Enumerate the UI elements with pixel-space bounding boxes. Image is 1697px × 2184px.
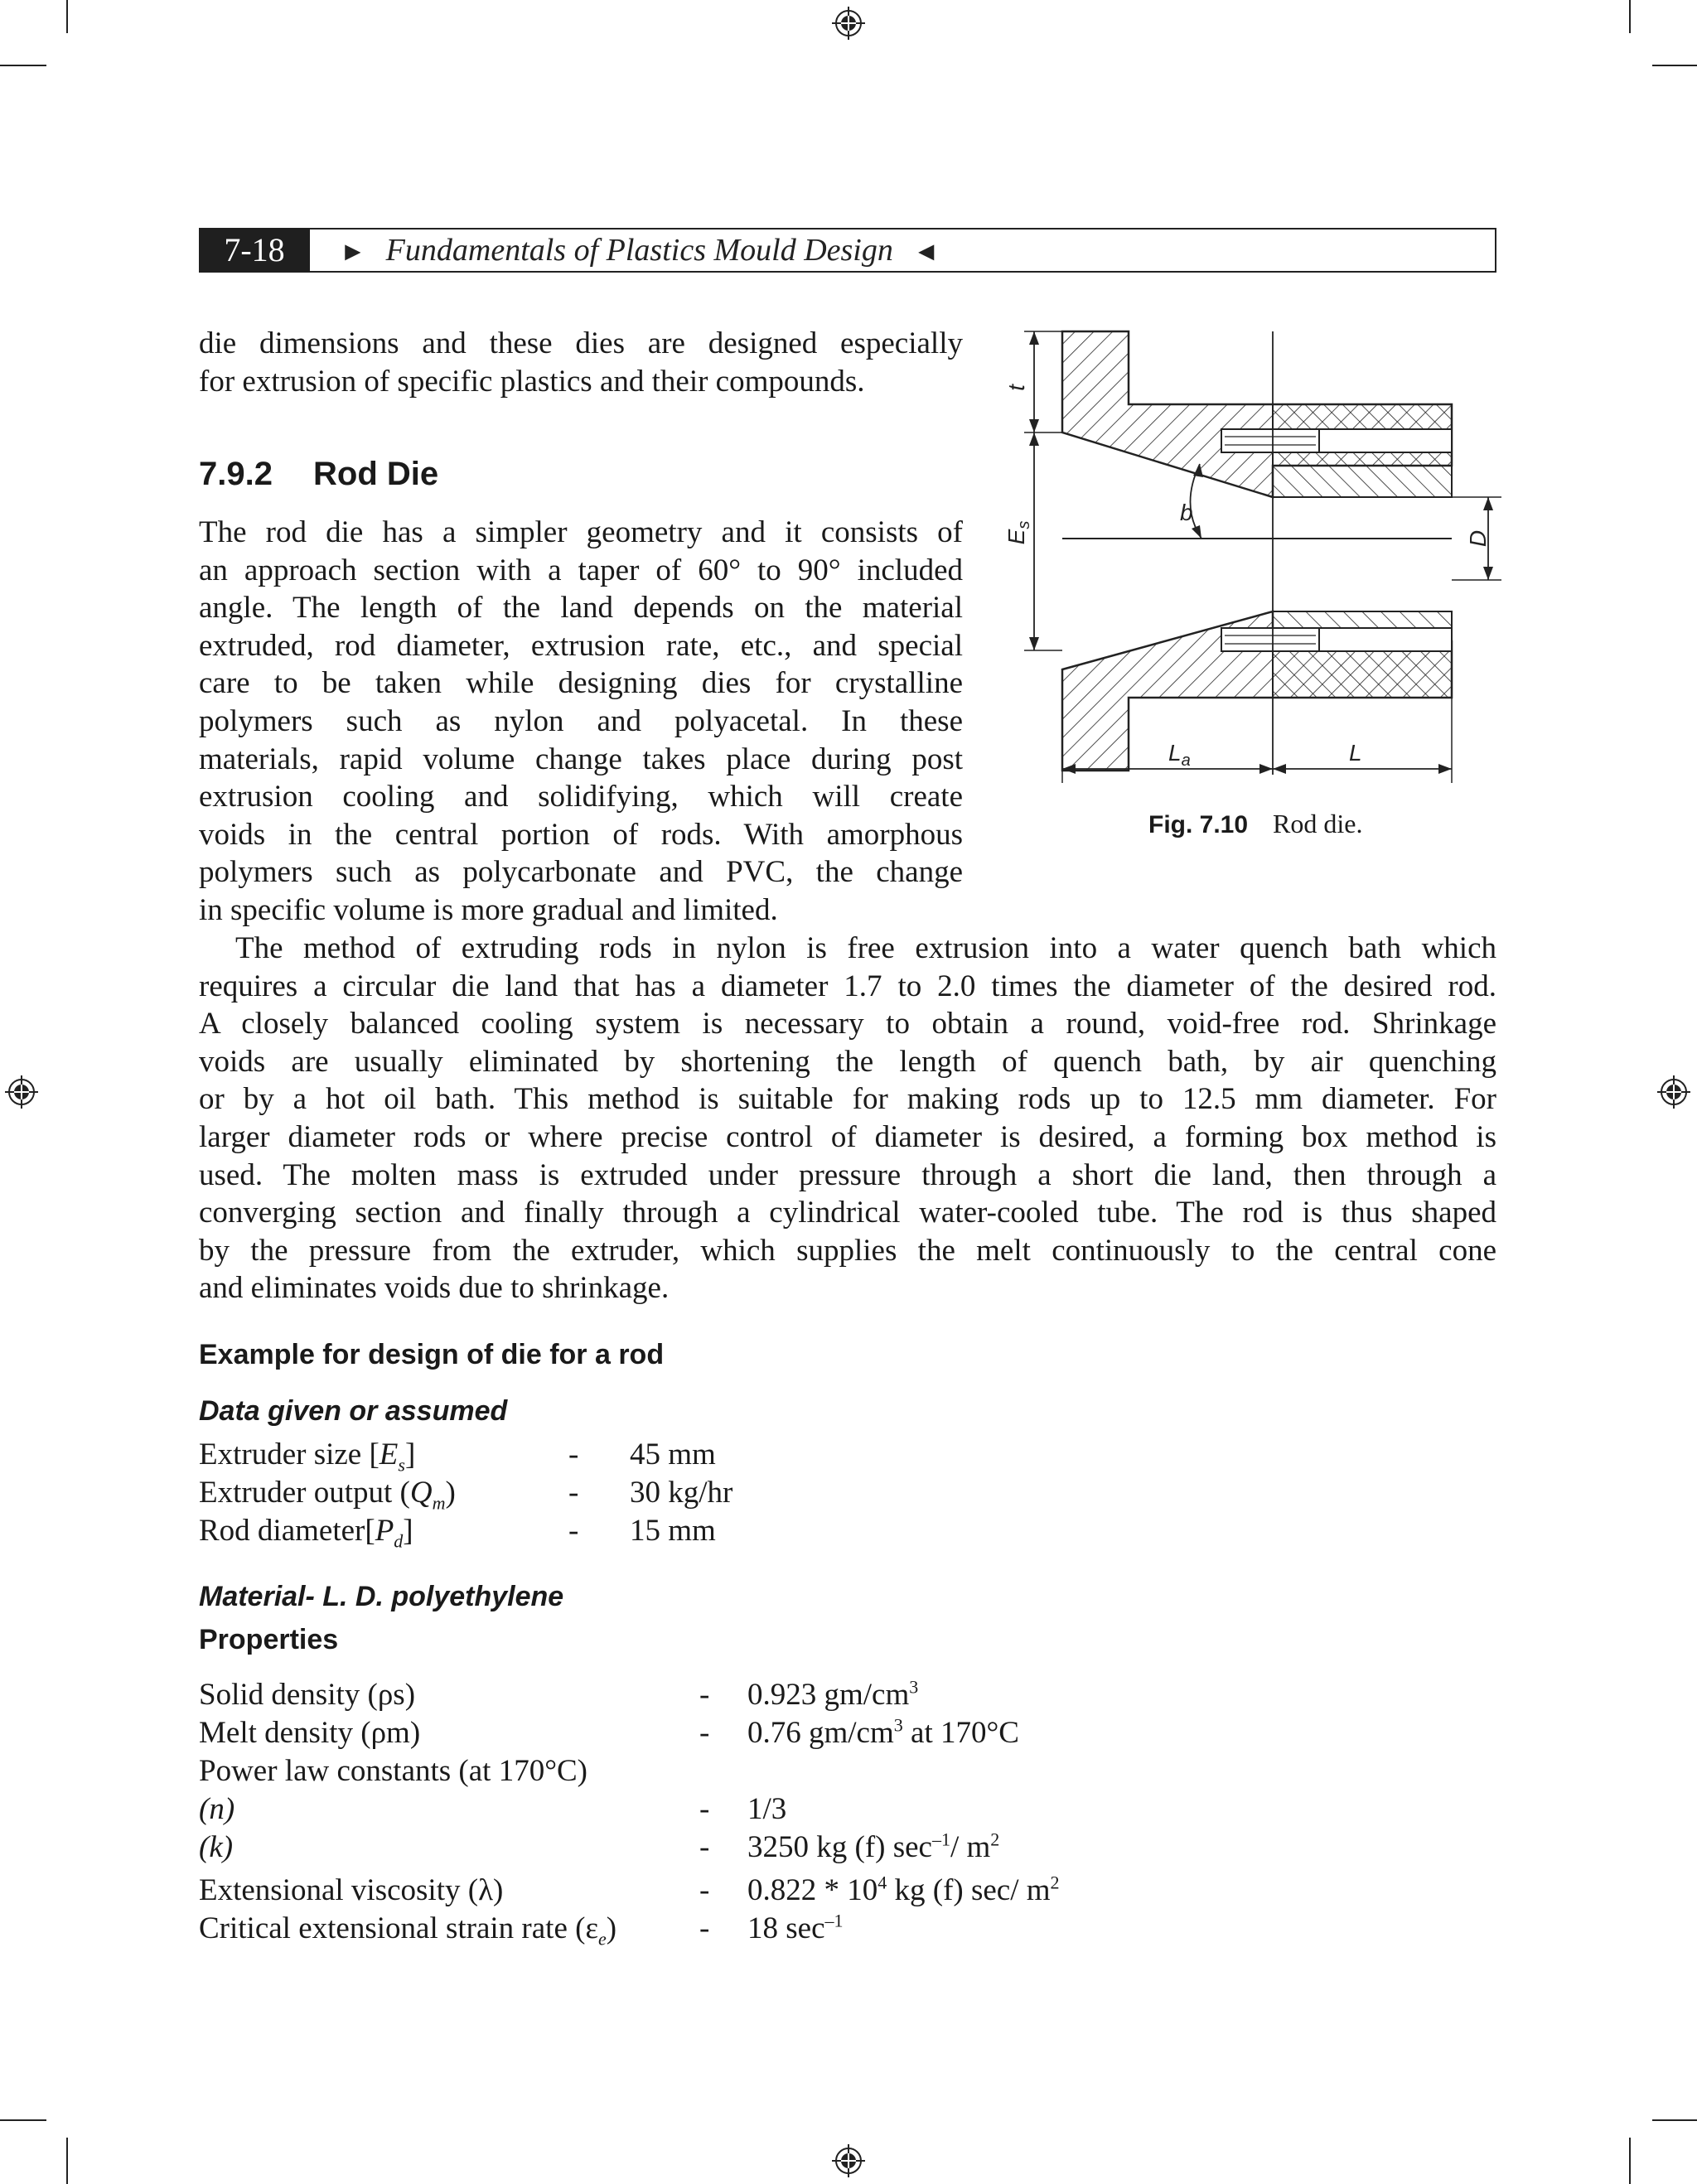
rod-die-figure (994, 319, 1508, 791)
property-value (747, 1715, 1019, 1751)
dim-label-d: D (1465, 529, 1491, 548)
figure-label: Fig. 7.10 (1148, 811, 1249, 838)
property-value (747, 1829, 999, 1865)
subscript: e (597, 1928, 607, 1950)
crop-mark (66, 2138, 68, 2184)
bracket: ] (403, 1514, 413, 1548)
text-line: and eliminates voids due to shrinkage. (199, 1271, 670, 1306)
crop-mark (0, 65, 46, 66)
rod-die-paragraph (199, 514, 963, 930)
bracket: ) (606, 1911, 617, 1945)
value-text: 0.822 * 10 (747, 1873, 878, 1907)
section-title: Rod Die (313, 456, 439, 492)
property-row (199, 1791, 1193, 1829)
property-label: Power law constants (at 170°C) (199, 1754, 587, 1788)
text-line: polymers such as polycarbonate and PVC, the change (199, 855, 963, 890)
text-line: materials, rapid volume change takes place during post (199, 742, 963, 776)
page-number: 7-18 (199, 228, 310, 273)
data-heading: Data given or assumed (199, 1395, 508, 1427)
data-value: 45 mm (630, 1437, 716, 1471)
crop-mark (1652, 2119, 1697, 2121)
property-label: Solid density (ρs) (199, 1678, 416, 1712)
text-line: converging section and finally through a cylindrical water-cooled tube. The rod is thus shaped (199, 1196, 1496, 1230)
separator-dash: - (699, 1911, 710, 1945)
text-line: The method of extruding rods in nylon is free extrusion into a water quench bath which (235, 931, 1496, 965)
text-line: voids are usually eliminated by shortening the length of quench bath, by air quenching (199, 1044, 1496, 1079)
arrow-right-icon: ► (340, 236, 366, 266)
text-line: used. The molten mass is extruded under pressure through a short die land, then through a (199, 1157, 1496, 1192)
registration-mark-icon (832, 7, 865, 40)
property-row (199, 1753, 1193, 1791)
superscript: –1 (931, 1829, 950, 1850)
property-value (747, 1911, 844, 1946)
dim-label-b: b (1180, 500, 1193, 525)
property-row (199, 1715, 1193, 1753)
value-tail: at 170°C (902, 1716, 1019, 1750)
property-label: (k) (199, 1830, 234, 1864)
value-text: 0.923 gm/cm (747, 1678, 910, 1712)
registration-mark-icon (1657, 1075, 1690, 1109)
dim-label-t: t (1003, 384, 1029, 391)
subscript: s (398, 1454, 405, 1476)
subscript: d (394, 1530, 404, 1552)
text-line: by the pressure from the extruder, which supplies the melt continuously to the central cone (199, 1233, 1496, 1268)
property-value (747, 1677, 918, 1713)
separator-dash: - (568, 1514, 579, 1548)
arrowhead-icon (1438, 764, 1452, 774)
data-row (199, 1437, 779, 1475)
separator-dash: - (699, 1716, 710, 1750)
es-letter: E (1003, 529, 1029, 545)
separator-dash: - (699, 1678, 710, 1712)
property-label (199, 1911, 617, 1950)
separator-dash: - (568, 1437, 579, 1471)
text-line: A closely balanced cooling system is necessary to obtain a round, void-free rod. Shrinkage (199, 1007, 1496, 1041)
separator-dash: - (699, 1873, 710, 1907)
crop-mark (1629, 0, 1631, 33)
arrowhead-icon (1273, 764, 1286, 774)
dim-label-es (1003, 521, 1033, 545)
value-text: 3250 kg (f) sec (747, 1830, 932, 1864)
bracket: ) (445, 1476, 456, 1510)
symbol: Q (409, 1476, 433, 1510)
label-text: Extruder output ( (199, 1476, 410, 1510)
subscript: m (432, 1492, 446, 1514)
text-line: an approach section with a taper of 60° to 90° included (199, 553, 963, 587)
text-line: angle. The length of the land depends on the material (199, 591, 963, 626)
text-line: for extrusion of specific plastics and their compounds. (199, 364, 865, 399)
text-line: die dimensions and these dies are designed especially (199, 326, 963, 360)
value-text: 0.76 gm/cm (747, 1716, 894, 1750)
registration-mark-icon (5, 1075, 38, 1109)
running-title (340, 228, 940, 273)
value-text: 18 sec (747, 1911, 825, 1945)
dim-label-la (1168, 740, 1191, 770)
example-heading: Example for design of die for a rod (199, 1339, 665, 1370)
crop-mark (0, 2119, 46, 2121)
symbol: E (379, 1437, 399, 1471)
superscript: 4 (878, 1872, 887, 1893)
superscript: 3 (909, 1676, 919, 1698)
land-bottom (1273, 611, 1452, 698)
arrowhead-icon (1483, 567, 1493, 580)
text-line: extrusion cooling and solidifying, which will create (199, 780, 963, 814)
property-row (199, 1829, 1193, 1871)
separator-dash: - (699, 1830, 710, 1864)
crop-mark (66, 0, 68, 33)
superscript: 2 (990, 1829, 1000, 1850)
data-label (199, 1475, 456, 1514)
properties-heading: Properties (199, 1624, 339, 1655)
superscript: 2 (1050, 1872, 1060, 1893)
property-row (199, 1872, 1193, 1911)
property-label: (n) (199, 1792, 235, 1826)
dim-label-l: L (1349, 740, 1362, 766)
data-label (199, 1437, 416, 1476)
text-line: voids in the central portion of rods. With amorphous (199, 817, 963, 852)
value-tail: / m (950, 1830, 991, 1864)
text-line: extruded, rod diameter, extrusion rate, etc., and special (199, 628, 963, 663)
text-line: in specific volume is more gradual and limited. (199, 892, 778, 927)
es-subscript: s (1015, 520, 1033, 529)
text-line: requires a circular die land that has a diameter 1.7 to 2.0 times the diameter of the desired rod. (199, 969, 1496, 1003)
la-subscript: a (1181, 751, 1191, 770)
arrowhead-icon (1029, 432, 1039, 446)
separator-dash: - (568, 1476, 579, 1510)
text-line: care to be taken while designing dies for crystalline (199, 666, 963, 701)
registration-mark-icon (832, 2144, 865, 2177)
property-row (199, 1677, 1193, 1715)
crop-mark (1652, 65, 1697, 66)
data-row (199, 1513, 779, 1551)
property-label: Melt density (ρm) (199, 1716, 421, 1750)
arrowhead-icon (1259, 764, 1273, 774)
figure-caption-text: Rod die. (1273, 809, 1363, 838)
arrowhead-icon (1029, 637, 1039, 650)
separator-dash: - (699, 1792, 710, 1826)
bolt-top-head (1221, 429, 1319, 452)
figure-caption (1148, 809, 1362, 839)
data-label (199, 1513, 413, 1552)
data-value: 30 kg/hr (630, 1476, 733, 1510)
data-row (199, 1475, 779, 1513)
property-value (747, 1872, 1060, 1908)
crop-mark (1629, 2138, 1631, 2184)
text-line: larger diameter rods or where precise control of diameter is desired, a forming box method is (199, 1119, 1496, 1154)
label-text: Rod diameter[ (199, 1514, 375, 1548)
symbol: P (375, 1514, 394, 1548)
nylon-extrusion-paragraph (199, 930, 1496, 1307)
text-line: or by a hot oil bath. This method is suitable for making rods up to 12.5 mm diameter. For (199, 1082, 1496, 1117)
arrowhead-icon (1192, 525, 1201, 539)
text-line: polymers such as nylon and polyacetal. In these (199, 703, 963, 738)
section-heading (199, 456, 438, 493)
property-row (199, 1911, 1193, 1949)
bracket: ] (404, 1437, 416, 1471)
section-number: 7.9.2 (199, 456, 273, 492)
arrowhead-icon (1029, 331, 1039, 345)
property-value: 1/3 (747, 1792, 787, 1826)
intro-paragraph (199, 325, 963, 400)
bolt-bottom-head (1221, 628, 1319, 651)
label-text: Extruder size [ (199, 1437, 380, 1471)
text-line: The rod die has a simpler geometry and it consists of (199, 515, 963, 549)
book-title: Fundamentals of Plastics Mould Design (385, 233, 893, 268)
arrow-left-icon: ◄ (912, 236, 940, 266)
value-tail: kg (f) sec/ m (887, 1873, 1051, 1907)
superscript: 3 (893, 1714, 903, 1736)
la-letter: L (1168, 740, 1182, 766)
superscript: –1 (824, 1910, 844, 1931)
property-label: Extensional viscosity (λ) (199, 1873, 504, 1907)
arrowhead-icon (1029, 419, 1039, 432)
arrowhead-icon (1483, 497, 1493, 510)
data-value: 15 mm (630, 1514, 716, 1548)
material-heading: Material- L. D. polyethylene (199, 1581, 564, 1612)
label-text: Critical extensional strain rate (ε (199, 1911, 598, 1945)
